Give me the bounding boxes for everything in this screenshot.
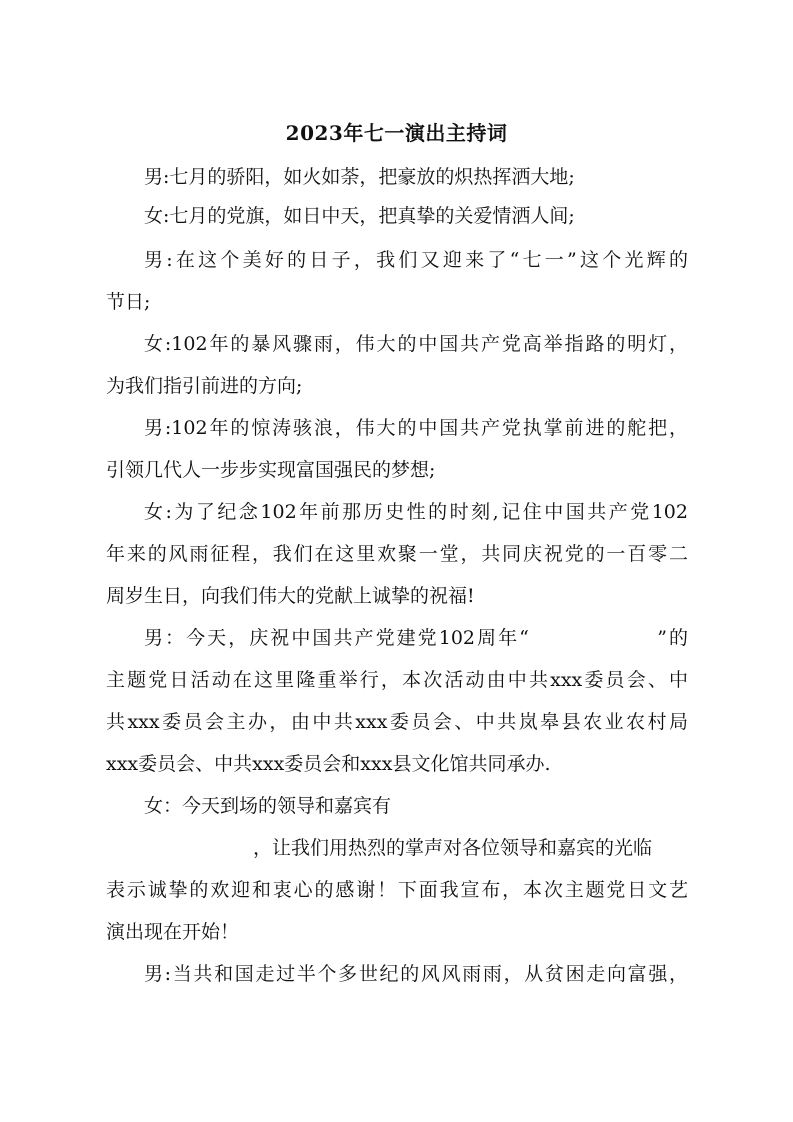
script-line: 表示诚挚的欢迎和衷心的感谢！下面我宣布，本次主题党日文艺 [106,879,688,901]
script-line: 男:102年的惊涛骇浪，伟大的中国共产党执掌前进的舵把， [144,417,688,439]
script-line: xxx委员会、中共xxx委员会和xxx县文化馆共同承办. [106,753,551,775]
script-line: 共xxx委员会主办，由中共xxx委员会、中共岚皋县农业农村局 [106,711,688,733]
script-line: 女:为了纪念102年前那历史性的时刻,记住中国共产党102 [144,501,688,523]
script-line: 年来的风雨征程，我们在这里欢聚一堂，共同庆祝党的一百零二 [106,543,688,565]
script-line: 为我们指引前进的方向; [106,375,303,397]
script-line: 男:当共和国走过半个多世纪的风风雨雨，从贫困走向富强， [144,963,688,985]
document-title: 2023年七一演出主持词 [285,121,508,145]
script-line: 女:102年的暴风骤雨，伟大的中国共产党高举指路的明灯， [144,333,688,355]
script-line: 引领几代人一步步实现富国强民的梦想; [106,459,436,481]
script-line: 演出现在开始！ [106,921,240,943]
script-line: 女:七月的党旗，如日中天，把真挚的关爱情洒人间; [144,205,575,227]
script-line: 周岁生日，向我们伟大的党献上诚挚的祝福! [106,585,475,607]
script-line: 男：今天，庆祝中国共产党建党102周年“ ”的 [144,627,688,649]
script-line: 男:七月的骄阳，如火如荼，把豪放的炽热挥洒大地; [144,166,575,188]
script-line: 主题党日活动在这里隆重举行，本次活动由中共xxx委员会、中 [106,669,688,691]
script-line: ，让我们用热烈的掌声对各位领导和嘉宾的光临 [253,837,653,859]
script-line: 男:在这个美好的日子，我们又迎来了“七一”这个光辉的 [144,249,688,271]
script-line: 女：今天到场的领导和嘉宾有 [144,795,392,817]
script-line: 节日; [106,291,151,313]
